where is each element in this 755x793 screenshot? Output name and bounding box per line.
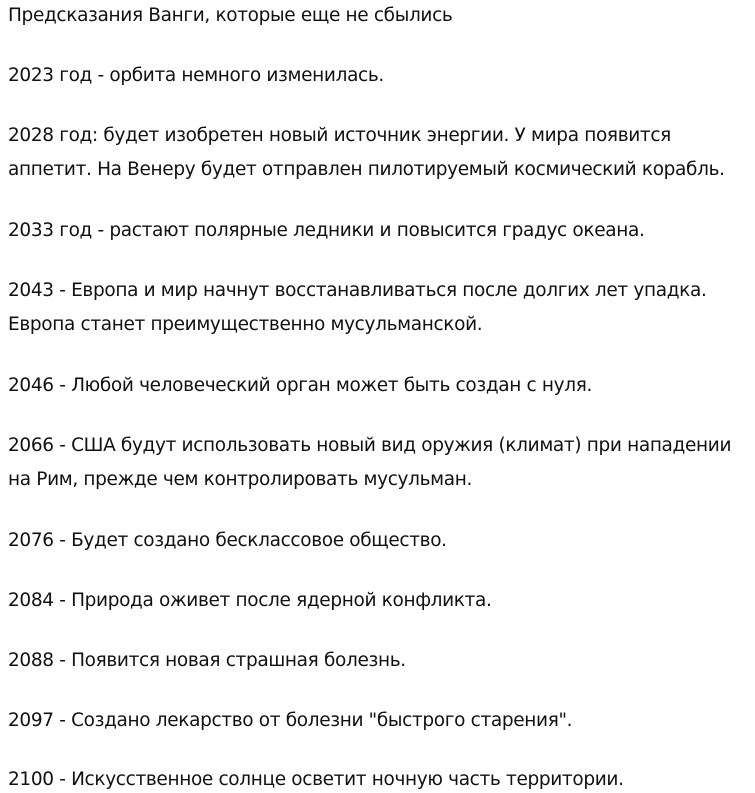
paragraph-line: 2028 год: будет изобретен новый источник энергии. У мира появится — [8, 125, 671, 146]
paragraph-line: 2043 - Европа и мир начнут восстанавливаться после долгих лет упадка. — [8, 280, 707, 301]
paragraph-line: 2076 - Будет создано бесклассовое общество. — [8, 530, 447, 551]
document-title: Предсказания Ванги, которые еще не сбылись — [8, 5, 453, 26]
paragraph-line: 2046 - Любой человеческий орган может быть создан с нуля. — [8, 375, 593, 396]
paragraph-line: 2033 год - растают полярные ледники и повысится градус океана. — [8, 220, 645, 241]
paragraph-line: 2023 год - орбита немного изменилась. — [8, 65, 384, 86]
paragraph-line: Европа станет преимущественно мусульманской. — [8, 314, 483, 335]
paragraph-line: 2088 - Появится новая страшная болезнь. — [8, 650, 406, 671]
paragraph-line: 2084 - Природа оживет после ядерной конфликта. — [8, 590, 492, 611]
paragraph-line: 2100 - Искусственное солнце осветит ночную часть территории. — [8, 769, 624, 790]
paragraph-line: аппетит. На Венеру будет отправлен пилотируемый космический корабль. — [8, 159, 725, 180]
paragraph-line: 2097 - Создано лекарство от болезни "быстрого старения". — [8, 710, 573, 731]
paragraph-line: 2066 - США будут использовать новый вид оружия (климат) при нападении — [8, 435, 732, 456]
paragraph-line: на Рим, прежде чем контролировать мусульман. — [8, 469, 473, 490]
